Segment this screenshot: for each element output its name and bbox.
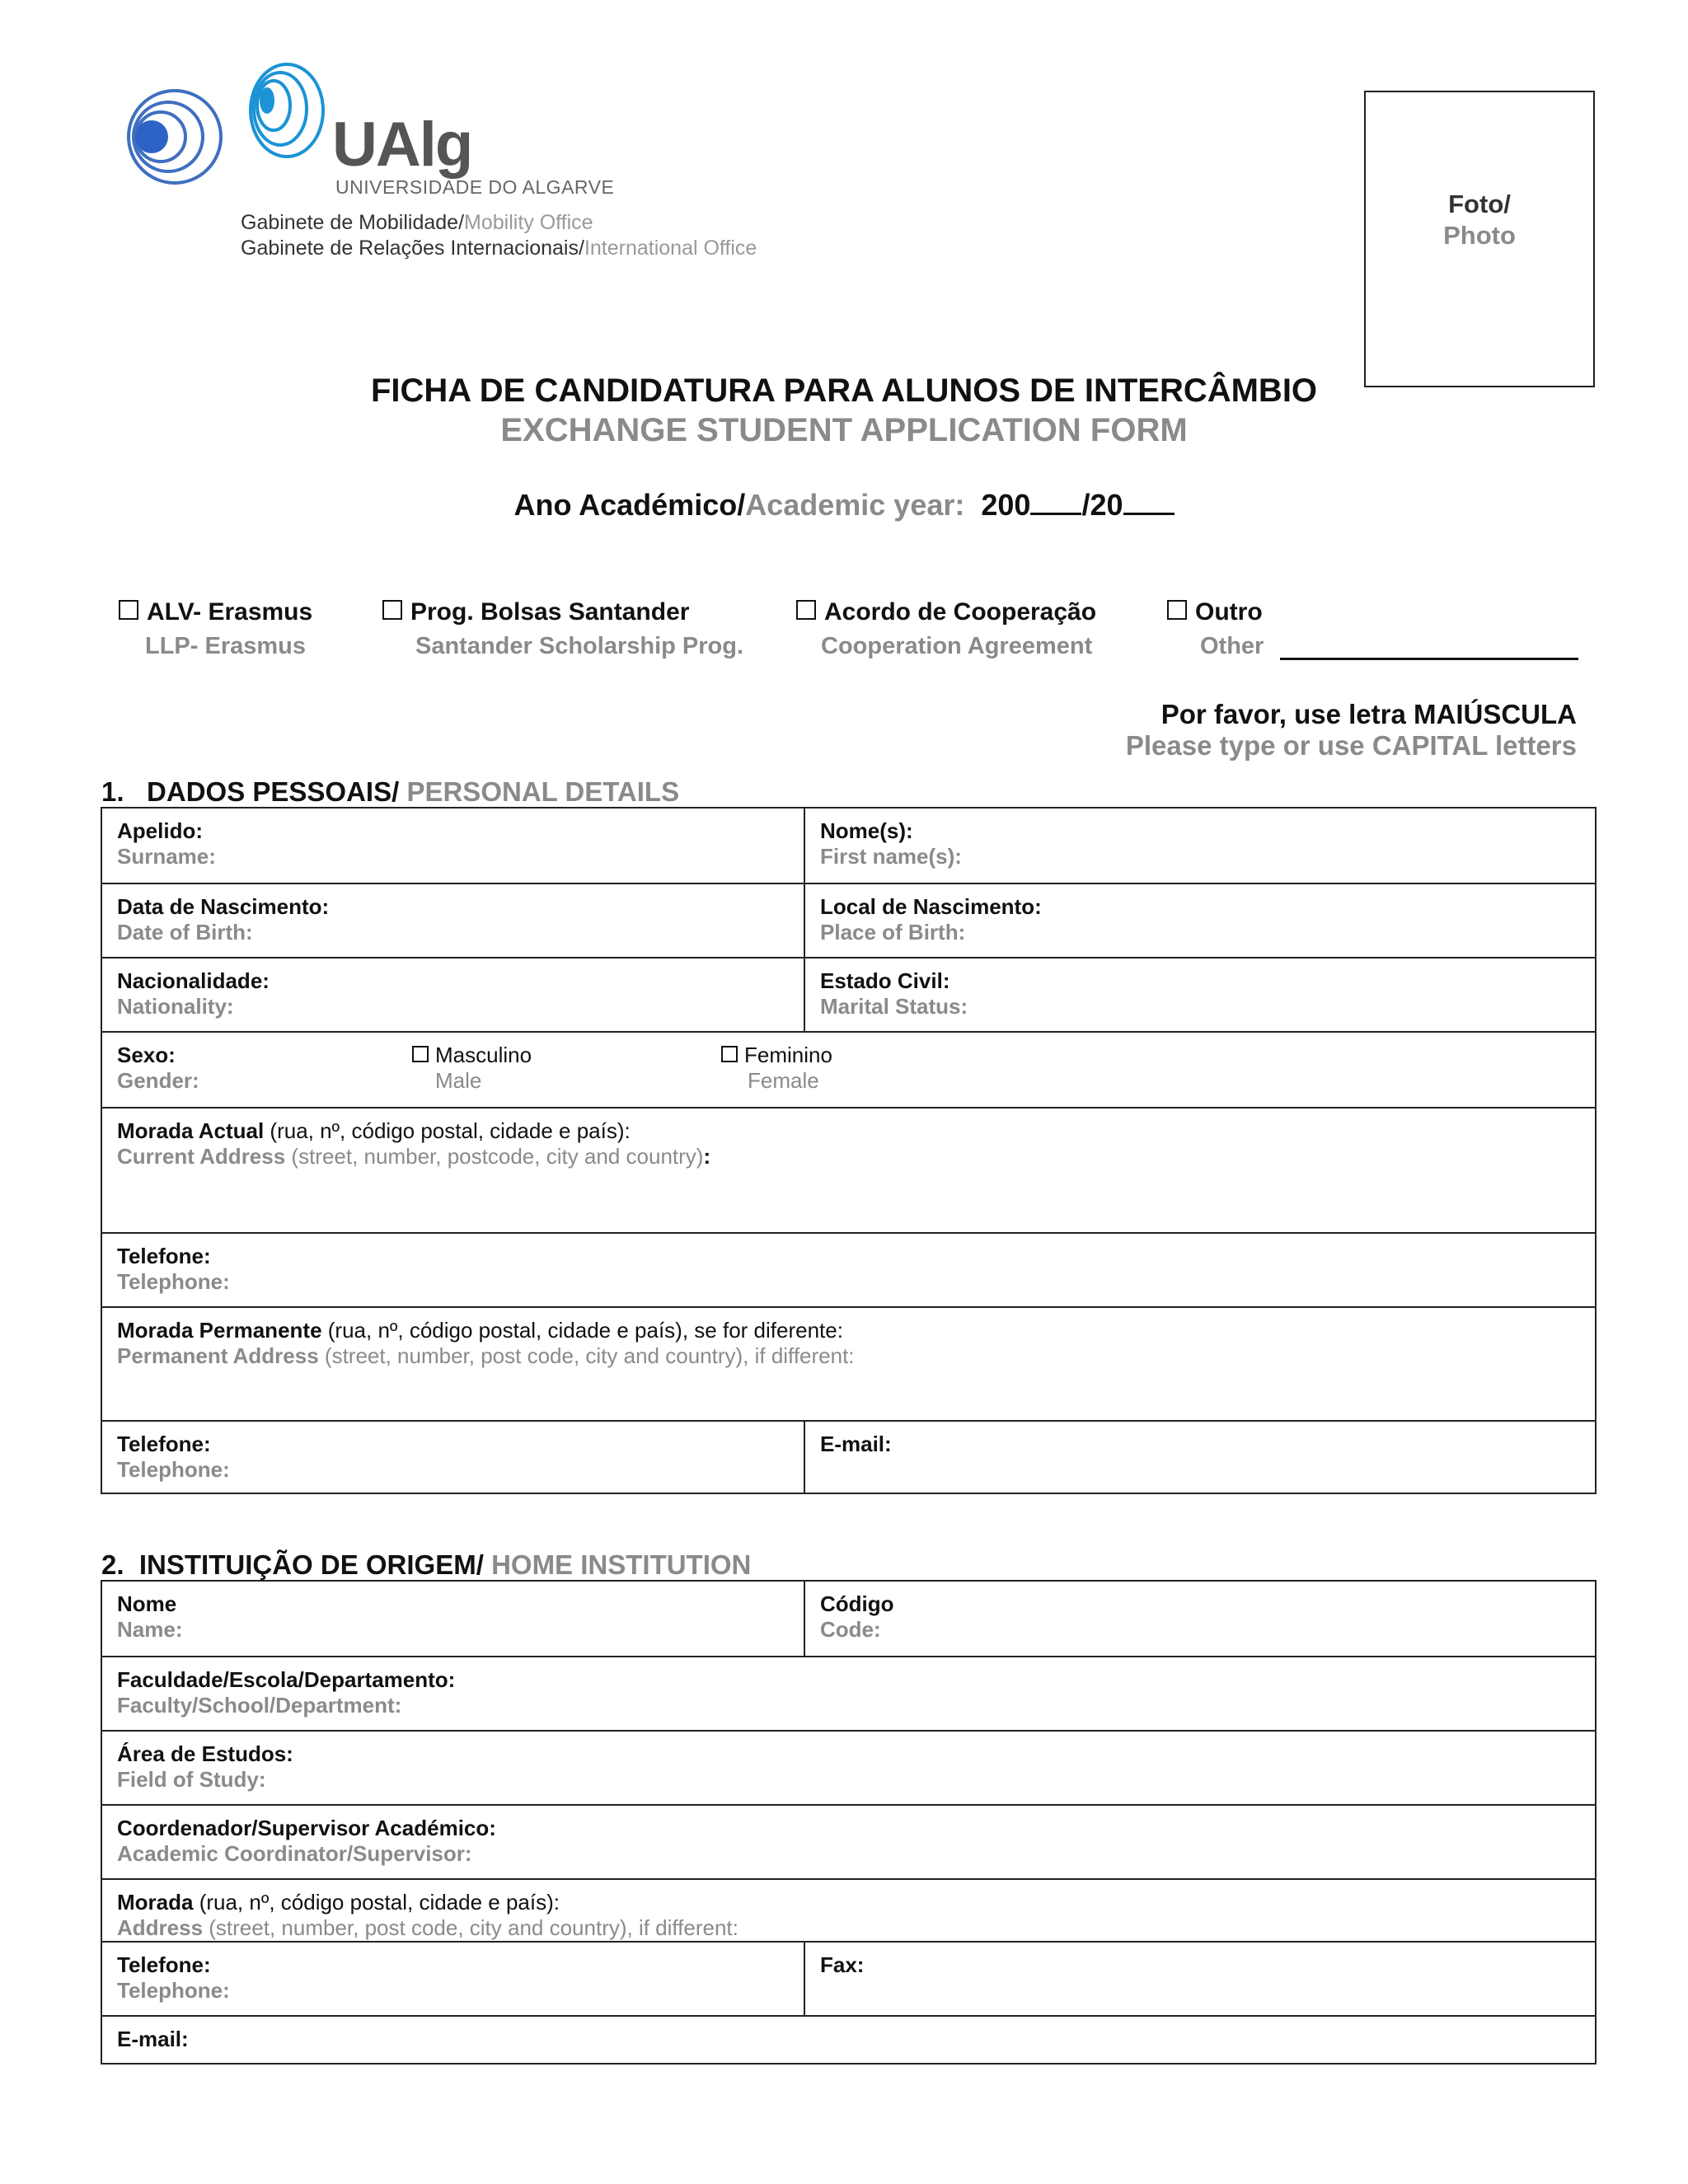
permanent-address-label-en: Permanent Address [117, 1343, 319, 1368]
section2-number: 2. [101, 1549, 124, 1580]
erasmus-label-pt: ALV- Erasmus [147, 598, 313, 626]
brand-name: UAlg [332, 110, 472, 180]
institution-code-field[interactable] [804, 1582, 1595, 1656]
year-mid: /20 [1081, 488, 1123, 522]
program-santander[interactable] [382, 598, 689, 626]
row-gender [102, 1031, 1595, 1107]
surname-field[interactable] [102, 808, 804, 883]
marital-label-en: Marital Status: [820, 994, 968, 1019]
surname-label-en: Surname: [117, 844, 216, 869]
permanent-address-label-pt: Morada Permanente [117, 1318, 322, 1343]
telephone-label-pt: Telefone: [117, 1244, 211, 1268]
section1-number: 1. [101, 776, 124, 807]
photo-box[interactable] [1364, 91, 1595, 387]
pob-label-pt: Local de Nascimento: [820, 894, 1042, 919]
santander-checkbox[interactable] [382, 600, 402, 620]
male-checkbox[interactable] [412, 1046, 429, 1062]
gender-option-female[interactable] [721, 1043, 832, 1094]
nationality-label-pt: Nacionalidade: [117, 968, 270, 993]
section1-heading [101, 776, 679, 808]
office2-en: International Office [584, 237, 757, 260]
nationality-field[interactable] [102, 958, 804, 1031]
gender-label-en: Gender: [117, 1068, 199, 1093]
erasmus-label-en: LLP- Erasmus [145, 633, 306, 659]
gender-field [102, 1033, 1595, 1107]
coordinator-field[interactable] [102, 1806, 1595, 1878]
row-birth [102, 883, 1595, 957]
row-coordinator [102, 1804, 1595, 1878]
year-label-pt: Ano Académico/ [513, 488, 746, 522]
telephone-label-en: Telephone: [117, 1269, 230, 1294]
current-address-hint-en: (street, number, postcode, city and country) [285, 1144, 704, 1169]
office1-en: Mobility Office [464, 211, 593, 234]
capital-note-en: Please type or use CAPITAL letters [1125, 730, 1577, 761]
coordinator-label-en: Academic Coordinator/Supervisor: [117, 1841, 472, 1866]
faculty-label-pt: Faculdade/Escola/Departamento: [117, 1667, 456, 1692]
row-nationality [102, 957, 1595, 1031]
program-other[interactable] [1167, 598, 1263, 626]
telephone2-field[interactable] [102, 1422, 804, 1493]
row-permanent-address [102, 1306, 1595, 1420]
dob-label-pt: Data de Nascimento: [117, 894, 330, 919]
international-office [241, 237, 757, 260]
current-address-label-pt: Morada Actual [117, 1118, 265, 1143]
row-faculty [102, 1656, 1595, 1730]
current-address-field[interactable] [102, 1108, 1595, 1232]
marital-field[interactable] [804, 958, 1595, 1031]
current-address-hint-pt: (rua, nº, código postal, cidade e país): [264, 1118, 631, 1143]
gender-option-male[interactable] [412, 1043, 532, 1094]
faculty-field[interactable] [102, 1657, 1595, 1730]
telephone-field[interactable] [102, 1234, 1595, 1306]
row-institution-name [102, 1582, 1595, 1656]
institution-telephone-label-pt: Telefone: [117, 1952, 211, 1977]
dob-field[interactable] [102, 884, 804, 957]
santander-label-en: Santander Scholarship Prog. [415, 633, 744, 659]
year-prefix: 200 [981, 488, 1031, 522]
coordinator-label-pt: Coordenador/Supervisor Académico: [117, 1816, 496, 1840]
permanent-address-hint-en: (street, number, post code, city and country), if different: [318, 1343, 855, 1368]
row-institution-email [102, 2015, 1595, 2063]
row-institution-phone [102, 1941, 1595, 2015]
institution-code-label-en: Code: [820, 1617, 881, 1642]
institution-address-field[interactable] [102, 1880, 1595, 1941]
female-label-en: Female [748, 1068, 819, 1093]
other-label-pt: Outro [1195, 598, 1263, 626]
form-title-en: EXCHANGE STUDENT APPLICATION FORM [500, 412, 1188, 448]
institution-telephone-field[interactable] [102, 1943, 804, 2015]
row-field-of-study [102, 1730, 1595, 1804]
institution-code-label-pt: Código [820, 1591, 894, 1616]
mobility-office [241, 211, 593, 235]
year-blank-2[interactable] [1123, 490, 1175, 515]
institution-name-field[interactable] [102, 1582, 804, 1656]
female-checkbox[interactable] [721, 1046, 738, 1062]
form-title-pt: FICHA DE CANDIDATURA PARA ALUNOS DE INTERCÂMBIO [370, 373, 1318, 409]
section2-title-pt: INSTITUIÇÃO DE ORIGEM/ [138, 1549, 484, 1580]
female-label-pt: Feminino [744, 1043, 832, 1067]
row-names [102, 808, 1595, 883]
section2-title-en: HOME INSTITUTION [491, 1549, 752, 1580]
field-of-study-field[interactable] [102, 1732, 1595, 1804]
field-of-study-label-pt: Área de Estudos: [117, 1741, 293, 1766]
office1-pt: Gabinete de Mobilidade/ [241, 211, 465, 234]
section1-title-pt: DADOS PESSOAIS/ [147, 776, 400, 807]
photo-label-pt: Foto/ [1448, 190, 1511, 218]
home-institution-table [101, 1580, 1597, 2064]
telephone2-label-pt: Telefone: [117, 1432, 211, 1456]
program-cooperation[interactable] [796, 598, 1096, 626]
other-label-en: Other [1200, 633, 1264, 659]
field-of-study-label-en: Field of Study: [117, 1767, 266, 1792]
row-current-address [102, 1107, 1595, 1232]
row-telephone [102, 1232, 1595, 1306]
academic-year [0, 488, 1688, 523]
other-input-line[interactable] [1280, 658, 1578, 660]
nationality-label-en: Nationality: [117, 994, 234, 1019]
year-blank-1[interactable] [1030, 490, 1081, 515]
pob-field[interactable] [804, 884, 1595, 957]
permanent-address-hint-pt: (rua, nº, código postal, cidade e país), se for diferente: [321, 1318, 843, 1343]
institution-telephone-label-en: Telephone: [117, 1978, 230, 2003]
institution-address-hint-en: (street, number, post code, city and country), if different: [203, 1915, 738, 1940]
email-label: E-mail: [820, 1432, 892, 1456]
program-erasmus[interactable] [119, 598, 312, 626]
telephone2-label-en: Telephone: [117, 1457, 230, 1482]
current-address-colon: : [703, 1144, 711, 1169]
institution-email-field[interactable] [102, 2017, 1595, 2063]
permanent-address-field[interactable] [102, 1308, 1595, 1420]
institution-name-label-pt: Nome [117, 1591, 177, 1616]
personal-details-table [101, 807, 1597, 1494]
firstname-label-pt: Nome(s): [820, 818, 913, 843]
fax-label: Fax: [820, 1952, 865, 1977]
surname-label-pt: Apelido: [117, 818, 203, 843]
male-label-en: Male [435, 1068, 482, 1093]
ualg-logo [115, 58, 330, 198]
institution-address-label-en: Address [117, 1915, 204, 1940]
santander-label-pt: Prog. Bolsas Santander [410, 598, 690, 626]
firstname-field[interactable] [804, 808, 1595, 883]
dob-label-en: Date of Birth: [117, 920, 253, 944]
cooperation-label-pt: Acordo de Cooperação [824, 598, 1097, 626]
year-label-en: Academic year: [745, 488, 965, 522]
faculty-label-en: Faculty/School/Department: [117, 1693, 402, 1718]
capital-note-pt: Por favor, use letra MAIÚSCULA [1160, 699, 1577, 729]
male-label-pt: Masculino [435, 1043, 532, 1067]
institution-name-label-en: Name: [117, 1617, 183, 1642]
marital-label-pt: Estado Civil: [820, 968, 950, 993]
institution-fax-field[interactable] [804, 1943, 1595, 2015]
photo-label-en: Photo [1443, 221, 1516, 250]
gender-label-pt: Sexo: [117, 1043, 176, 1067]
pob-label-en: Place of Birth: [820, 920, 966, 944]
institution-address-label-pt: Morada [117, 1890, 194, 1915]
email-field[interactable] [804, 1422, 1595, 1493]
erasmus-checkbox[interactable] [119, 600, 138, 620]
other-checkbox[interactable] [1167, 600, 1187, 620]
institution-address-hint-pt: (rua, nº, código postal, cidade e país): [193, 1890, 560, 1915]
row-institution-address [102, 1878, 1595, 1941]
institution-email-label: E-mail: [117, 2027, 189, 2051]
office2-pt: Gabinete de Relações Internacionais/ [241, 237, 584, 260]
cooperation-label-en: Cooperation Agreement [821, 633, 1093, 659]
cooperation-checkbox[interactable] [796, 600, 816, 620]
section2-heading [101, 1549, 751, 1581]
section1-title-en: PERSONAL DETAILS [406, 776, 680, 807]
row-telephone-email [102, 1420, 1595, 1493]
university-name: UNIVERSIDADE DO ALGARVE [335, 176, 615, 198]
firstname-label-en: First name(s): [820, 844, 962, 869]
current-address-label-en: Current Address [117, 1144, 286, 1169]
